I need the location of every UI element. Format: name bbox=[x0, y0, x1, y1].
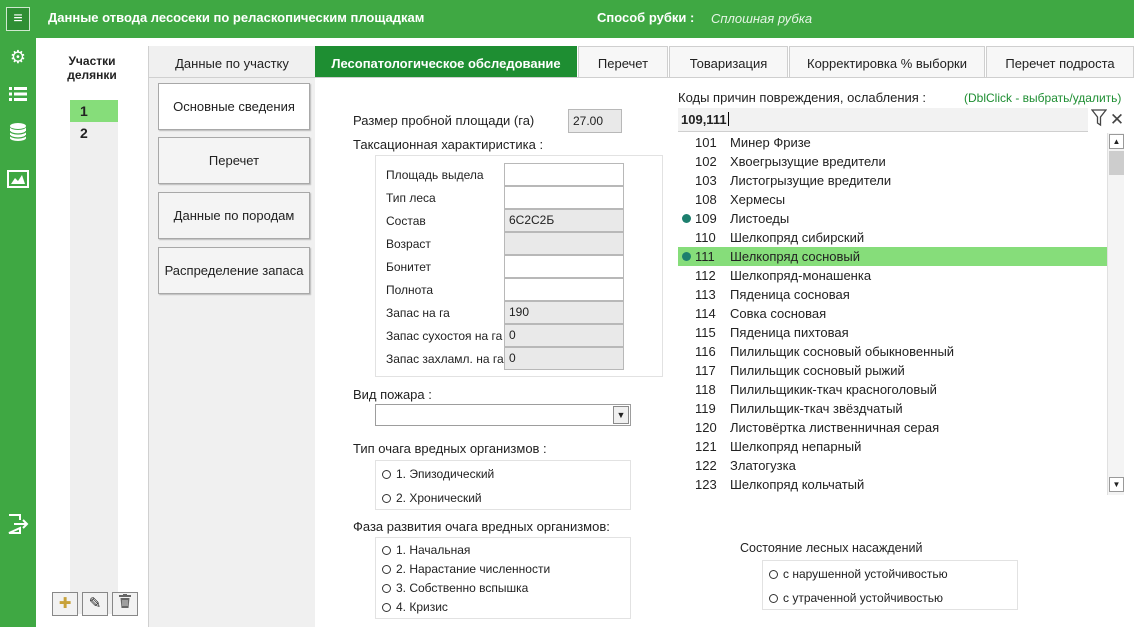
edit-icon[interactable]: ✎ bbox=[82, 592, 108, 616]
tab-undergrowth-tally[interactable]: Перечет подроста bbox=[986, 46, 1134, 77]
list-item[interactable]: 102 Хвоегрызущие вредители bbox=[695, 154, 886, 169]
list-item[interactable]: 120 Листовёртка лиственничная серая bbox=[695, 420, 940, 435]
radio-icon bbox=[769, 570, 778, 579]
app-title: Данные отвода лесосеки по реласкопическим площадкам bbox=[48, 10, 425, 25]
list-item[interactable]: 119 Пилильщик-ткач звёздчатый bbox=[695, 401, 903, 416]
radio-icon bbox=[382, 470, 391, 479]
selected-marker-icon bbox=[682, 214, 691, 223]
phase-label: Фаза развития очага вредных организмов: bbox=[353, 519, 610, 534]
tab-assortment[interactable]: Товаризация bbox=[669, 46, 788, 77]
chevron-down-icon[interactable]: ▼ bbox=[613, 406, 629, 424]
radio-icon bbox=[382, 603, 391, 612]
density-field[interactable] bbox=[504, 278, 624, 301]
plots-panel bbox=[36, 38, 148, 627]
add-icon[interactable]: ✚ bbox=[52, 592, 78, 616]
icon-rail bbox=[0, 38, 36, 627]
debris-stock-field: 0 bbox=[504, 347, 624, 370]
list-item[interactable]: 117 Пилильщик сосновый рыжий bbox=[695, 363, 905, 378]
scroll-thumb[interactable] bbox=[1109, 151, 1124, 175]
list-item[interactable]: 114 Совка сосновая bbox=[695, 306, 827, 321]
tab-content bbox=[315, 77, 1134, 627]
list-item[interactable]: 101 Минер Фризе bbox=[695, 135, 811, 150]
text-caret bbox=[728, 112, 729, 126]
tax-row bbox=[386, 209, 656, 232]
tax-label: Возраст bbox=[386, 237, 431, 251]
gear-icon[interactable]: ⚙ bbox=[9, 47, 27, 67]
focus-type-label: Тип очага вредных организмов : bbox=[353, 441, 547, 456]
report-icon[interactable] bbox=[7, 169, 29, 191]
composition-field: 6С2С2Б bbox=[504, 209, 624, 232]
filter-icon[interactable] bbox=[1090, 109, 1108, 131]
area-field[interactable] bbox=[504, 163, 624, 186]
phase-initial-radio[interactable]: 1. Начальная bbox=[382, 543, 470, 557]
fire-type-label: Вид пожара : bbox=[353, 387, 432, 402]
stock-per-ha-field: 190 bbox=[504, 301, 624, 324]
tax-row bbox=[386, 255, 656, 278]
database-icon[interactable] bbox=[7, 122, 29, 144]
stock-distribution-button[interactable]: Распределение запаса bbox=[158, 247, 310, 294]
focus-type-group bbox=[375, 460, 631, 510]
codes-title: Коды причин повреждения, ослабления : bbox=[678, 90, 927, 105]
list-item[interactable]: 123 Шелкопряд кольчатый bbox=[695, 477, 865, 492]
focus-type-episodic-radio[interactable]: 1. Эпизодический bbox=[382, 467, 494, 481]
stand-state-group bbox=[762, 560, 1018, 610]
plot-size-field[interactable]: 27.00 bbox=[568, 109, 622, 133]
list-item[interactable]: 121 Шелкопряд непарный bbox=[695, 439, 862, 454]
delete-icon[interactable] bbox=[112, 592, 138, 616]
app-header bbox=[0, 0, 1134, 38]
tax-frame bbox=[375, 155, 663, 377]
list-item[interactable]: 103 Листогрызущие вредители bbox=[695, 173, 892, 188]
stand-state-label: Состояние лесных насаждений bbox=[740, 541, 923, 555]
list-item[interactable]: 115 Пяденица пихтовая bbox=[695, 325, 849, 340]
forest-type-field[interactable] bbox=[504, 186, 624, 209]
focus-type-chronic-radio[interactable]: 2. Хронический bbox=[382, 491, 482, 505]
tax-row bbox=[386, 232, 656, 255]
close-icon[interactable]: ✕ bbox=[1109, 110, 1125, 129]
tax-label: Запас захламл. на га bbox=[386, 352, 504, 366]
scroll-down-icon[interactable]: ▼ bbox=[1109, 477, 1124, 492]
tax-label: Полнота bbox=[386, 283, 434, 297]
list-item[interactable]: 110 Шелкопряд сибирский bbox=[695, 230, 865, 245]
hamburger-icon[interactable]: ≡ bbox=[6, 7, 30, 31]
tax-row bbox=[386, 324, 656, 347]
list-item[interactable]: 113 Пяденица сосновая bbox=[695, 287, 850, 302]
tax-row bbox=[386, 163, 656, 186]
list-icon[interactable] bbox=[7, 84, 29, 106]
tab-bar bbox=[315, 46, 1134, 77]
list-item[interactable]: 111 Шелкопряд сосновый bbox=[678, 247, 1107, 266]
cut-method-label: Способ рубки : bbox=[597, 10, 695, 25]
tax-title: Таксационная характиристика : bbox=[353, 137, 544, 152]
list-item[interactable]: 118 Пилильщикик-ткач красноголовый bbox=[695, 382, 937, 397]
radio-icon bbox=[769, 594, 778, 603]
tax-label: Тип леса bbox=[386, 191, 436, 205]
tab-tally[interactable]: Перечет bbox=[578, 46, 668, 77]
phase-group bbox=[375, 537, 631, 619]
plot-size-label: Размер пробной площади (га) bbox=[353, 113, 535, 128]
tab-selection-correction[interactable]: Корректировка % выборки bbox=[789, 46, 985, 77]
tax-label: Состав bbox=[386, 214, 426, 228]
tax-label: Площадь выдела bbox=[386, 168, 484, 182]
cut-method-value: Сплошная рубка bbox=[711, 11, 813, 26]
list-item[interactable]: 122 Златогузка bbox=[695, 458, 796, 473]
plots-list bbox=[70, 100, 118, 614]
phase-outbreak-radio[interactable]: 3. Собственно вспышка bbox=[382, 581, 528, 595]
bonitet-field[interactable] bbox=[504, 255, 624, 278]
exit-icon[interactable] bbox=[7, 513, 29, 535]
age-field bbox=[504, 232, 624, 255]
selected-marker-icon bbox=[682, 252, 691, 261]
species-data-button[interactable]: Данные по породам bbox=[158, 192, 310, 239]
list-item[interactable]: 116 Пилильщик сосновый обыкновенный bbox=[695, 344, 955, 359]
scroll-up-icon[interactable]: ▲ bbox=[1109, 134, 1124, 149]
tax-row bbox=[386, 347, 656, 370]
section-title: Данные по участку bbox=[149, 46, 315, 78]
basic-info-button[interactable]: Основные сведения bbox=[158, 83, 310, 130]
codes-scrollbar[interactable] bbox=[1107, 133, 1124, 495]
tally-button[interactable]: Перечет bbox=[158, 137, 310, 184]
phase-crisis-radio[interactable]: 4. Кризис bbox=[382, 600, 448, 614]
plot-item-1[interactable]: 1 bbox=[70, 100, 118, 122]
section-panel bbox=[148, 46, 315, 627]
tax-row bbox=[386, 278, 656, 301]
tax-row bbox=[386, 301, 656, 324]
codes-list bbox=[678, 133, 1107, 493]
list-item[interactable]: 112 Шелкопряд-монашенка bbox=[695, 268, 872, 283]
codes-input[interactable]: 109,111 bbox=[678, 108, 1088, 132]
stand-state-disturbed-radio[interactable]: с нарушенной устойчивостью bbox=[769, 567, 948, 581]
tax-row bbox=[386, 186, 656, 209]
tax-label: Запас сухостоя на га bbox=[386, 329, 503, 343]
radio-icon bbox=[382, 494, 391, 503]
list-item[interactable]: 108 Хермесы bbox=[695, 192, 786, 207]
tax-label: Бонитет bbox=[386, 260, 432, 274]
dead-stock-field: 0 bbox=[504, 324, 624, 347]
plot-item-2[interactable]: 2 bbox=[80, 125, 88, 141]
plots-title: Участки делянки bbox=[67, 54, 117, 82]
radio-icon bbox=[382, 584, 391, 593]
stand-state-lost-radio[interactable]: с утраченной устойчивостью bbox=[769, 591, 943, 605]
radio-icon bbox=[382, 546, 391, 555]
codes-hint: (DblClick - выбрать/удалить) bbox=[964, 91, 1122, 105]
fire-type-select[interactable] bbox=[375, 404, 631, 426]
list-item[interactable]: 109 Листоеды bbox=[678, 209, 1107, 228]
tax-label: Запас на га bbox=[386, 306, 450, 320]
tab-forest-pathology[interactable]: Лесопатологическое обследование bbox=[315, 46, 577, 77]
radio-icon bbox=[382, 565, 391, 574]
phase-growth-radio[interactable]: 2. Нарастание численности bbox=[382, 562, 550, 576]
